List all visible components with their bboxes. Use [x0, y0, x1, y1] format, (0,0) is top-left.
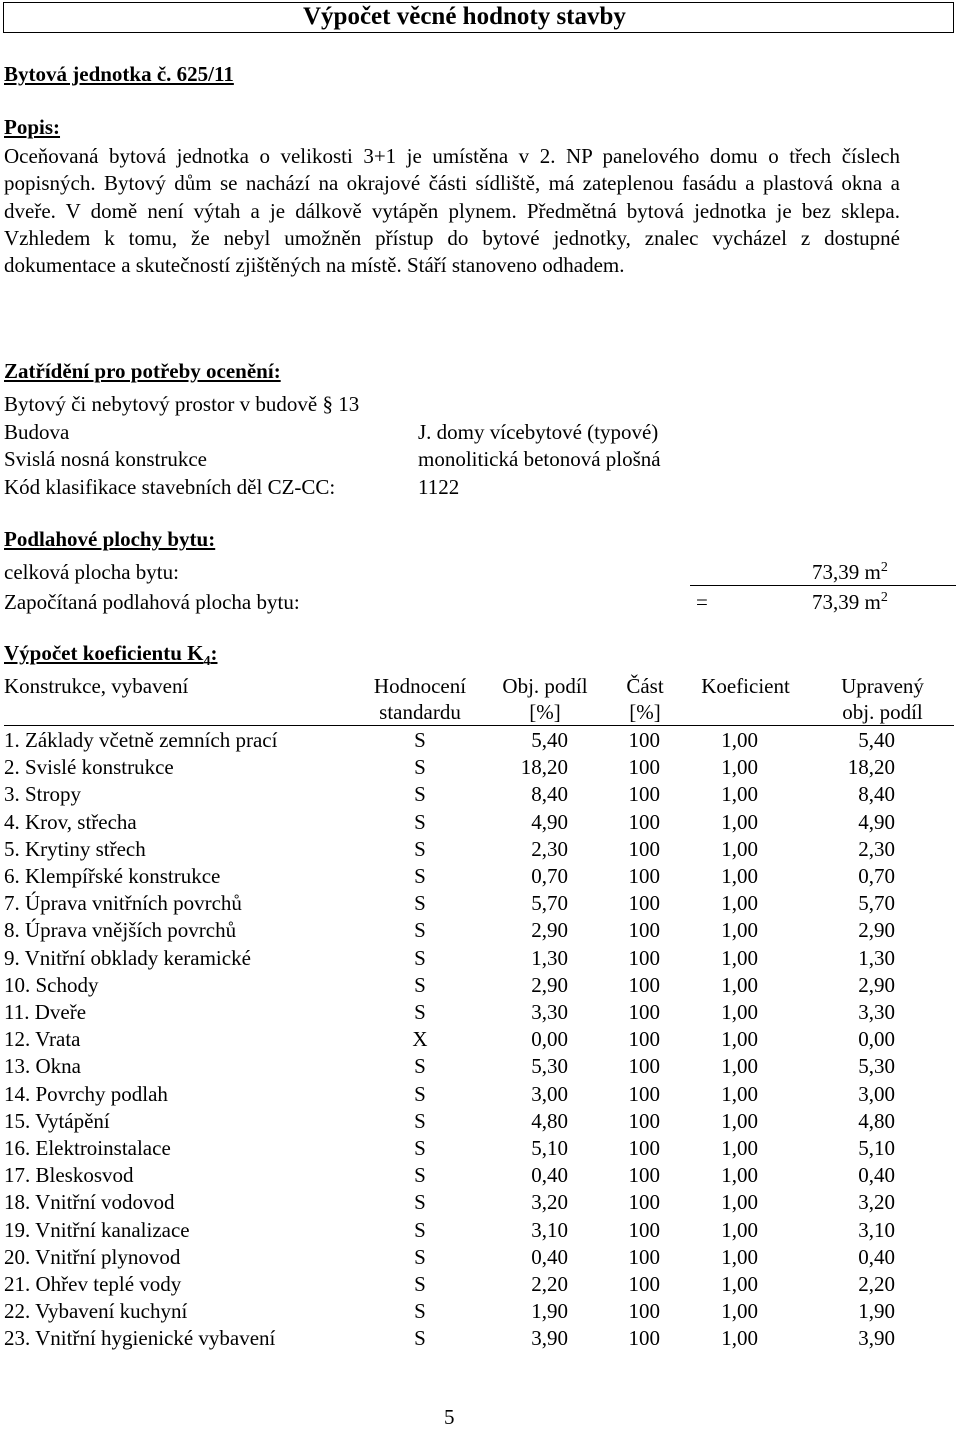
cz-cc-label: Kód klasifikace stavebních děl CZ-CC:: [4, 475, 336, 499]
cell-cast: 100: [628, 1326, 660, 1351]
cell-cast: 100: [628, 918, 660, 943]
cell-upr: 3,10: [858, 1217, 895, 1242]
cell-hod: S: [414, 1190, 426, 1215]
cell-obj: 1,90: [531, 1299, 568, 1324]
cell-upr: 3,30: [858, 1000, 895, 1024]
cell-name: 19. Vnitřní kanalizace: [4, 1217, 190, 1242]
cell-hod: S: [414, 1299, 426, 1324]
cell-koef: 1,00: [721, 891, 758, 916]
cell-hod: S: [414, 809, 426, 834]
cell-cast: 100: [628, 945, 660, 970]
cell-obj: 3,90: [531, 1326, 568, 1351]
cell-koef: 1,00: [721, 1190, 758, 1215]
area-divider: [690, 585, 956, 586]
cell-koef: 1,00: [721, 728, 758, 752]
cell-name: 6. Klempířské konstrukce: [4, 864, 221, 888]
cell-hod: S: [414, 728, 426, 752]
cell-hod: S: [414, 945, 426, 970]
building-value: J. domy vícebytové (typové): [418, 420, 659, 444]
cell-obj: 0,40: [531, 1163, 568, 1188]
cell-upr: 3,00: [858, 1081, 895, 1106]
table-row: [0, 1054, 960, 1081]
cell-name: 8. Úprava vnějších povrchů: [4, 918, 237, 943]
cell-koef: 1,00: [721, 1000, 758, 1024]
cell-upr: 0,40: [858, 1244, 895, 1269]
page-number: 5: [444, 1405, 455, 1429]
cell-upr: 2,90: [858, 918, 895, 943]
cell-cast: 100: [628, 1081, 660, 1106]
cell-upr: 8,40: [858, 782, 895, 807]
cell-hod: S: [414, 1000, 426, 1024]
cell-hod: S: [414, 755, 426, 780]
table-row: [0, 728, 960, 755]
cell-obj: 3,00: [531, 1081, 568, 1106]
cell-upr: 2,90: [858, 972, 895, 997]
cell-obj: 5,40: [531, 728, 568, 752]
cell-upr: 18,20: [847, 755, 895, 780]
cell-hod: S: [414, 782, 426, 807]
table-row: [0, 1027, 960, 1054]
cell-name: 16. Elektroinstalace: [4, 1136, 171, 1160]
cell-obj: 2,90: [531, 918, 568, 943]
cell-name: 12. Vrata: [4, 1027, 81, 1052]
cell-obj: 2,20: [531, 1272, 568, 1296]
table-row: [0, 1272, 960, 1299]
table-row: [0, 1163, 960, 1190]
cell-name: 15. Vytápění: [4, 1108, 110, 1133]
table-header-divider: [4, 725, 954, 726]
cell-upr: 3,90: [858, 1326, 895, 1351]
cell-koef: 1,00: [721, 1136, 758, 1160]
table-row: [0, 1190, 960, 1217]
equals-sign: =: [696, 590, 708, 614]
cell-name: 22. Vybavení kuchyní: [4, 1299, 188, 1324]
cell-name: 21. Ohřev teplé vody: [4, 1272, 182, 1296]
cell-cast: 100: [628, 782, 660, 807]
cell-hod: S: [414, 1136, 426, 1160]
cell-koef: 1,00: [721, 1081, 758, 1106]
cell-upr: 2,30: [858, 836, 895, 861]
cell-hod: S: [414, 1054, 426, 1079]
col-header-cast: Část [%]: [626, 674, 664, 724]
cell-hod: S: [414, 891, 426, 916]
cell-name: 14. Povrchy podlah: [4, 1081, 168, 1106]
table-row: [0, 891, 960, 918]
cell-koef: 1,00: [721, 918, 758, 943]
cell-cast: 100: [628, 728, 660, 752]
table-row: [0, 1109, 960, 1136]
cell-hod: S: [414, 1244, 426, 1269]
table-row: [0, 918, 960, 945]
cell-name: 13. Okna: [4, 1054, 81, 1079]
cell-koef: 1,00: [721, 782, 758, 807]
cell-upr: 5,70: [858, 891, 895, 916]
cell-hod: S: [414, 836, 426, 861]
cell-hod: S: [414, 1326, 426, 1351]
cell-upr: 5,30: [858, 1054, 895, 1079]
table-row: [0, 1299, 960, 1326]
cell-hod: S: [414, 918, 426, 943]
cell-obj: 2,30: [531, 836, 568, 861]
cell-name: 20. Vnitřní plynovod: [4, 1244, 181, 1269]
table-row: [0, 1218, 960, 1245]
cell-koef: 1,00: [721, 945, 758, 970]
cell-name: 18. Vnitřní vodovod: [4, 1190, 175, 1215]
cell-name: 5. Krytiny střech: [4, 836, 146, 861]
cell-upr: 5,40: [858, 728, 895, 752]
cell-name: 1. Základy včetně zemních prací: [4, 728, 278, 752]
cell-upr: 4,80: [858, 1108, 895, 1133]
cell-obj: 0,00: [531, 1027, 568, 1052]
cell-obj: 5,30: [531, 1054, 568, 1079]
cell-obj: 3,30: [531, 1000, 568, 1024]
cell-obj: 0,70: [531, 864, 568, 888]
total-area-label: celková plocha bytu:: [4, 560, 179, 584]
cell-name: 23. Vnitřní hygienické vybavení: [4, 1326, 276, 1351]
cell-hod: X: [412, 1027, 428, 1052]
cell-koef: 1,00: [721, 1326, 758, 1351]
title-box: [3, 2, 954, 33]
cell-upr: 4,90: [858, 809, 895, 834]
cell-cast: 100: [628, 836, 660, 861]
cell-obj: 5,70: [531, 891, 568, 916]
cell-cast: 100: [628, 891, 660, 916]
cell-cast: 100: [628, 1000, 660, 1024]
cell-hod: S: [414, 1272, 426, 1296]
table-row: [0, 782, 960, 809]
floor-area-heading: Podlahové plochy bytu:: [4, 527, 216, 551]
structure-value: monolitická betonová plošná: [418, 447, 661, 471]
cell-koef: 1,00: [721, 1108, 758, 1133]
cell-hod: S: [414, 972, 426, 997]
col-header-koef: Koeficient: [701, 674, 790, 698]
cell-upr: 1,90: [858, 1299, 895, 1324]
table-row: [0, 1000, 960, 1027]
cell-koef: 1,00: [721, 1299, 758, 1324]
cell-koef: 1,00: [721, 809, 758, 834]
cell-cast: 100: [628, 1054, 660, 1079]
cell-name: 7. Úprava vnitřních povrchů: [4, 891, 242, 916]
table-row: [0, 810, 960, 837]
cell-cast: 100: [628, 1027, 660, 1052]
col-header-name: Konstrukce, vybavení: [4, 674, 189, 698]
classification-line1: Bytový či nebytový prostor v budově § 13: [4, 392, 360, 416]
cell-cast: 100: [628, 972, 660, 997]
cell-koef: 1,00: [721, 1244, 758, 1269]
total-area-value: 73,39 $m^2$: [812, 560, 888, 584]
cell-koef: 1,00: [721, 755, 758, 780]
page-title: Výpočet věcné hodnoty stavby: [303, 3, 626, 30]
cell-cast: 100: [628, 1244, 660, 1269]
col-header-obj: Obj. podíl [%]: [502, 674, 588, 724]
table-row: [0, 1136, 960, 1163]
cell-name: 3. Stropy: [4, 782, 82, 807]
cell-obj: 18,20: [520, 755, 568, 780]
cell-obj: 8,40: [531, 782, 568, 807]
cell-cast: 100: [628, 864, 660, 888]
cell-koef: 1,00: [721, 972, 758, 997]
cell-cast: 100: [628, 1217, 660, 1242]
building-label: Budova: [4, 420, 70, 444]
cell-name: 11. Dveře: [4, 1000, 87, 1024]
table-row: [0, 1082, 960, 1109]
cell-hod: S: [414, 1163, 426, 1188]
cell-upr: 3,20: [858, 1190, 895, 1215]
cell-hod: S: [414, 864, 426, 888]
cell-name: 9. Vnitřní obklady keramické: [4, 945, 251, 970]
cell-upr: 1,30: [858, 945, 895, 970]
cell-cast: 100: [628, 1163, 660, 1188]
description-heading: Popis:: [4, 115, 61, 139]
structure-label: Svislá nosná konstrukce: [4, 447, 207, 471]
cell-cast: 100: [628, 1272, 660, 1296]
cell-cast: 100: [628, 755, 660, 780]
table-row: [0, 1245, 960, 1272]
unit-heading: Bytová jednotka č. 625/11: [4, 62, 234, 86]
cell-koef: 1,00: [721, 836, 758, 861]
k4-heading: Výpočet koeficientu $K_4$:: [4, 641, 218, 670]
cell-cast: 100: [628, 1108, 660, 1133]
counted-area-label: Započítaná podlahová plocha bytu:: [4, 590, 300, 614]
table-row: [0, 1326, 960, 1353]
col-header-upraveny: Upravený obj. podíl: [841, 674, 924, 724]
table-row: [0, 946, 960, 973]
cell-koef: 1,00: [721, 864, 758, 888]
cell-cast: 100: [628, 1299, 660, 1324]
cell-obj: 0,40: [531, 1244, 568, 1269]
cell-obj: 4,80: [531, 1108, 568, 1133]
cell-upr: 2,20: [858, 1272, 895, 1296]
cell-cast: 100: [628, 1136, 660, 1160]
cell-obj: 3,10: [531, 1217, 568, 1242]
classification-heading: Zatřídění pro potřeby ocenění:: [4, 359, 281, 383]
cell-name: 2. Svislé konstrukce: [4, 755, 174, 780]
cell-koef: 1,00: [721, 1054, 758, 1079]
cell-name: 17. Bleskosvod: [4, 1163, 134, 1188]
cell-hod: S: [414, 1081, 426, 1106]
cell-koef: 1,00: [721, 1027, 758, 1052]
cell-koef: 1,00: [721, 1163, 758, 1188]
table-row: [0, 864, 960, 891]
col-header-hodnoceni: Hodnocení standardu: [373, 674, 467, 724]
cell-obj: 3,20: [531, 1190, 568, 1215]
cell-name: 10. Schody: [4, 972, 99, 997]
cell-upr: 0,00: [858, 1027, 895, 1052]
cell-hod: S: [414, 1217, 426, 1242]
cell-upr: 5,10: [858, 1136, 895, 1160]
cell-obj: 5,10: [531, 1136, 568, 1160]
cz-cc-value: 1122: [418, 475, 460, 499]
cell-upr: 0,40: [858, 1163, 895, 1188]
table-row: [0, 973, 960, 1000]
counted-area-value: 73,39 $m^2$: [812, 590, 888, 614]
cell-obj: 2,90: [531, 972, 568, 997]
cell-cast: 100: [628, 809, 660, 834]
cell-hod: S: [414, 1108, 426, 1133]
cell-koef: 1,00: [721, 1217, 758, 1242]
cell-cast: 100: [628, 1190, 660, 1215]
description-text: Oceňovaná bytová jednotka o velikosti 3+1 je umístěna v 2. NP panelového domu o třech číslech popisných. Bytový dům se nachází na okrajové části sídliště, má zateplenou fasádu a plastová okna a dveře. V domě není výtah a je dálkově vytápěn plynem. Předmětná bytová jednotka je bez sklepa. Vzhledem k tomu, že nebyl umožněn přístup do bytové jednotky, znalec vycházel z dostupné dokumentace a skutečností zjištěných na místě. Stáří stanoveno odhadem.: [4, 144, 900, 278]
cell-upr: 0,70: [858, 864, 895, 888]
cell-name: 4. Krov, střecha: [4, 809, 137, 834]
cell-obj: 4,90: [531, 809, 568, 834]
cell-obj: 1,30: [531, 945, 568, 970]
cell-koef: 1,00: [721, 1272, 758, 1296]
table-row: [0, 837, 960, 864]
table-row: [0, 755, 960, 782]
